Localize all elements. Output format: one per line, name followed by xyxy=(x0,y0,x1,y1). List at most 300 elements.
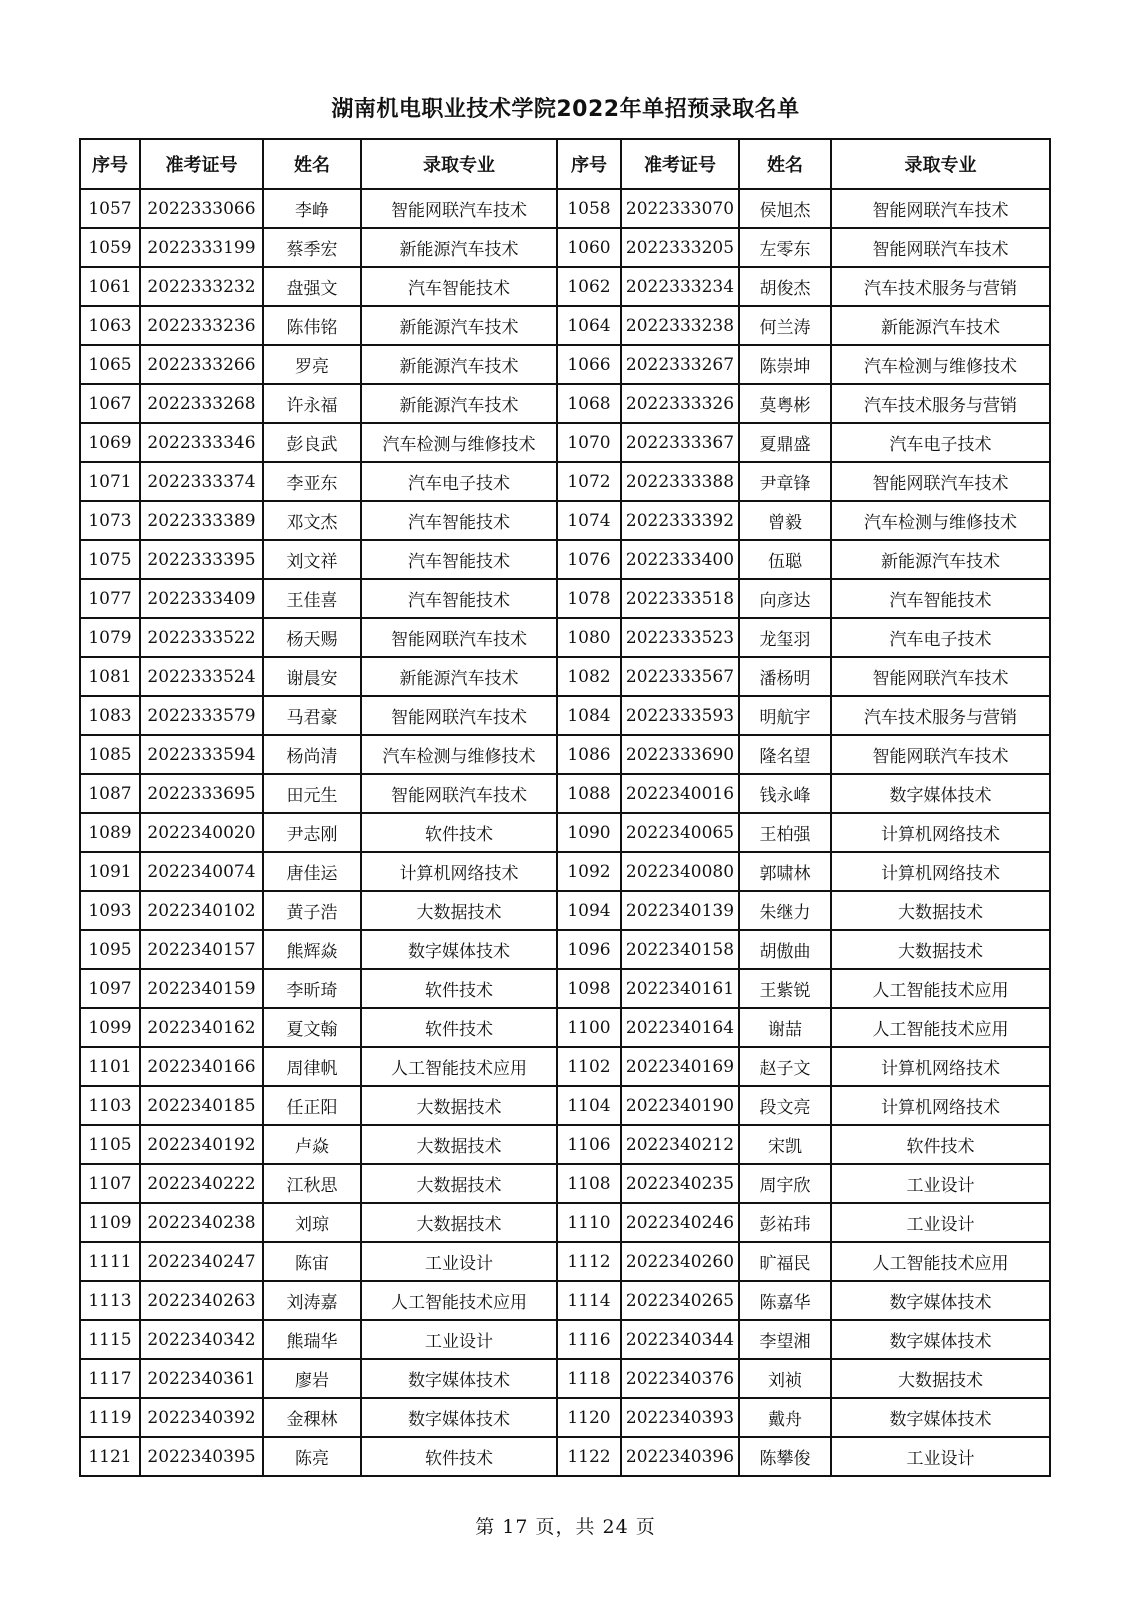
exam-id-cell: 2022333409 xyxy=(140,579,263,618)
exam-id-cell: 2022333367 xyxy=(621,423,739,462)
exam-id-cell: 2022340159 xyxy=(140,969,263,1008)
seq-cell: 1077 xyxy=(80,579,140,618)
seq-cell: 1097 xyxy=(80,969,140,1008)
major-cell: 汽车智能技术 xyxy=(361,501,557,540)
seq-cell: 1105 xyxy=(80,1125,140,1164)
major-cell: 工业设计 xyxy=(831,1437,1050,1476)
seq-cell: 1092 xyxy=(557,852,621,891)
name-cell: 刘琼 xyxy=(263,1203,361,1242)
name-cell: 夏鼎盛 xyxy=(739,423,831,462)
seq-cell: 1069 xyxy=(80,423,140,462)
seq-cell: 1090 xyxy=(557,813,621,852)
header-exam-id: 准考证号 xyxy=(140,139,263,189)
exam-id-cell: 2022333392 xyxy=(621,501,739,540)
major-cell: 智能网联汽车技术 xyxy=(831,228,1050,267)
seq-cell: 1096 xyxy=(557,930,621,969)
major-cell: 大数据技术 xyxy=(361,1125,557,1164)
exam-id-cell: 2022340074 xyxy=(140,852,263,891)
name-cell: 陈攀俊 xyxy=(739,1437,831,1476)
seq-cell: 1064 xyxy=(557,306,621,345)
exam-id-cell: 2022340158 xyxy=(621,930,739,969)
name-cell: 王柏强 xyxy=(739,813,831,852)
exam-id-cell: 2022340169 xyxy=(621,1047,739,1086)
table-row xyxy=(80,540,1050,579)
name-cell: 彭祐玮 xyxy=(739,1203,831,1242)
seq-cell: 1098 xyxy=(557,969,621,1008)
name-cell: 左零东 xyxy=(739,228,831,267)
header-name-2: 姓名 xyxy=(739,139,831,189)
table-row xyxy=(80,1008,1050,1047)
name-cell: 朱继力 xyxy=(739,891,831,930)
name-cell: 尹章锋 xyxy=(739,462,831,501)
name-cell: 金稞林 xyxy=(263,1398,361,1437)
seq-cell: 1103 xyxy=(80,1086,140,1125)
seq-cell: 1078 xyxy=(557,579,621,618)
seq-cell: 1081 xyxy=(80,657,140,696)
table-row xyxy=(80,579,1050,618)
table-row xyxy=(80,969,1050,1008)
exam-id-cell: 2022333522 xyxy=(140,618,263,657)
exam-id-cell: 2022333395 xyxy=(140,540,263,579)
name-cell: 莫粤彬 xyxy=(739,384,831,423)
major-cell: 人工智能技术应用 xyxy=(831,969,1050,1008)
name-cell: 刘文祥 xyxy=(263,540,361,579)
exam-id-cell: 2022340212 xyxy=(621,1125,739,1164)
exam-id-cell: 2022333070 xyxy=(621,189,739,228)
exam-id-cell: 2022340376 xyxy=(621,1359,739,1398)
major-cell: 新能源汽车技术 xyxy=(361,657,557,696)
major-cell: 数字媒体技术 xyxy=(831,1320,1050,1359)
name-cell: 谢晨安 xyxy=(263,657,361,696)
seq-cell: 1061 xyxy=(80,267,140,306)
name-cell: 明航宇 xyxy=(739,696,831,735)
exam-id-cell: 2022340395 xyxy=(140,1437,263,1476)
exam-id-cell: 2022340157 xyxy=(140,930,263,969)
exam-id-cell: 2022333232 xyxy=(140,267,263,306)
major-cell: 软件技术 xyxy=(361,969,557,1008)
seq-cell: 1080 xyxy=(557,618,621,657)
seq-cell: 1102 xyxy=(557,1047,621,1086)
exam-id-cell: 2022340164 xyxy=(621,1008,739,1047)
major-cell: 汽车电子技术 xyxy=(831,423,1050,462)
name-cell: 宋凯 xyxy=(739,1125,831,1164)
header-seq-2: 序号 xyxy=(557,139,621,189)
table-header-row xyxy=(80,139,1050,189)
exam-id-cell: 2022340235 xyxy=(621,1164,739,1203)
name-cell: 夏文翰 xyxy=(263,1008,361,1047)
exam-id-cell: 2022340222 xyxy=(140,1164,263,1203)
exam-id-cell: 2022340190 xyxy=(621,1086,739,1125)
name-cell: 尹志刚 xyxy=(263,813,361,852)
name-cell: 段文亮 xyxy=(739,1086,831,1125)
major-cell: 大数据技术 xyxy=(361,1164,557,1203)
name-cell: 旷福民 xyxy=(739,1242,831,1281)
major-cell: 智能网联汽车技术 xyxy=(831,462,1050,501)
table-row xyxy=(80,228,1050,267)
seq-cell: 1087 xyxy=(80,774,140,813)
major-cell: 新能源汽车技术 xyxy=(361,228,557,267)
exam-id-cell: 2022333326 xyxy=(621,384,739,423)
major-cell: 工业设计 xyxy=(831,1203,1050,1242)
table-body xyxy=(80,189,1050,1476)
name-cell: 胡俊杰 xyxy=(739,267,831,306)
exam-id-cell: 2022340139 xyxy=(621,891,739,930)
exam-id-cell: 2022333267 xyxy=(621,345,739,384)
table-row xyxy=(80,189,1050,228)
major-cell: 汽车技术服务与营销 xyxy=(831,267,1050,306)
major-cell: 数字媒体技术 xyxy=(831,1398,1050,1437)
table-row xyxy=(80,735,1050,774)
name-cell: 龙玺羽 xyxy=(739,618,831,657)
name-cell: 王佳喜 xyxy=(263,579,361,618)
exam-id-cell: 2022340192 xyxy=(140,1125,263,1164)
seq-cell: 1107 xyxy=(80,1164,140,1203)
exam-id-cell: 2022333238 xyxy=(621,306,739,345)
exam-id-cell: 2022340166 xyxy=(140,1047,263,1086)
major-cell: 新能源汽车技术 xyxy=(831,540,1050,579)
major-cell: 人工智能技术应用 xyxy=(831,1242,1050,1281)
exam-id-cell: 2022340238 xyxy=(140,1203,263,1242)
seq-cell: 1104 xyxy=(557,1086,621,1125)
major-cell: 新能源汽车技术 xyxy=(361,384,557,423)
exam-id-cell: 2022340263 xyxy=(140,1281,263,1320)
exam-id-cell: 2022333346 xyxy=(140,423,263,462)
name-cell: 李亚东 xyxy=(263,462,361,501)
major-cell: 计算机网络技术 xyxy=(831,813,1050,852)
name-cell: 杨尚清 xyxy=(263,735,361,774)
name-cell: 李昕琦 xyxy=(263,969,361,1008)
table-row xyxy=(80,306,1050,345)
seq-cell: 1100 xyxy=(557,1008,621,1047)
seq-cell: 1095 xyxy=(80,930,140,969)
name-cell: 蔡季宏 xyxy=(263,228,361,267)
seq-cell: 1106 xyxy=(557,1125,621,1164)
header-seq: 序号 xyxy=(80,139,140,189)
name-cell: 向彦达 xyxy=(739,579,831,618)
name-cell: 邓文杰 xyxy=(263,501,361,540)
exam-id-cell: 2022333690 xyxy=(621,735,739,774)
seq-cell: 1099 xyxy=(80,1008,140,1047)
exam-id-cell: 2022340020 xyxy=(140,813,263,852)
admission-table xyxy=(79,138,1051,1477)
name-cell: 周宇欣 xyxy=(739,1164,831,1203)
name-cell: 熊瑞华 xyxy=(263,1320,361,1359)
major-cell: 数字媒体技术 xyxy=(361,1359,557,1398)
major-cell: 智能网联汽车技术 xyxy=(831,189,1050,228)
name-cell: 江秋思 xyxy=(263,1164,361,1203)
table-row xyxy=(80,930,1050,969)
seq-cell: 1101 xyxy=(80,1047,140,1086)
seq-cell: 1066 xyxy=(557,345,621,384)
exam-id-cell: 2022333523 xyxy=(621,618,739,657)
page-footer: 第 17 页，共 24 页 xyxy=(475,1516,656,1538)
exam-id-cell: 2022340247 xyxy=(140,1242,263,1281)
major-cell: 汽车电子技术 xyxy=(831,618,1050,657)
seq-cell: 1121 xyxy=(80,1437,140,1476)
exam-id-cell: 2022340392 xyxy=(140,1398,263,1437)
exam-id-cell: 2022333579 xyxy=(140,696,263,735)
exam-id-cell: 2022340260 xyxy=(621,1242,739,1281)
major-cell: 数字媒体技术 xyxy=(361,930,557,969)
seq-cell: 1109 xyxy=(80,1203,140,1242)
name-cell: 黄子浩 xyxy=(263,891,361,930)
exam-id-cell: 2022340162 xyxy=(140,1008,263,1047)
table-row xyxy=(80,1359,1050,1398)
exam-id-cell: 2022340185 xyxy=(140,1086,263,1125)
seq-cell: 1063 xyxy=(80,306,140,345)
major-cell: 计算机网络技术 xyxy=(831,1086,1050,1125)
name-cell: 郭啸林 xyxy=(739,852,831,891)
table-row xyxy=(80,1125,1050,1164)
table-row xyxy=(80,1398,1050,1437)
major-cell: 软件技术 xyxy=(361,1008,557,1047)
name-cell: 罗亮 xyxy=(263,345,361,384)
table-row xyxy=(80,1086,1050,1125)
exam-id-cell: 2022333567 xyxy=(621,657,739,696)
major-cell: 大数据技术 xyxy=(361,1203,557,1242)
seq-cell: 1072 xyxy=(557,462,621,501)
seq-cell: 1120 xyxy=(557,1398,621,1437)
exam-id-cell: 2022340246 xyxy=(621,1203,739,1242)
seq-cell: 1093 xyxy=(80,891,140,930)
seq-cell: 1079 xyxy=(80,618,140,657)
name-cell: 刘涛嘉 xyxy=(263,1281,361,1320)
header-major: 录取专业 xyxy=(361,139,557,189)
major-cell: 人工智能技术应用 xyxy=(361,1047,557,1086)
name-cell: 马君豪 xyxy=(263,696,361,735)
exam-id-cell: 2022340065 xyxy=(621,813,739,852)
name-cell: 陈亮 xyxy=(263,1437,361,1476)
major-cell: 大数据技术 xyxy=(361,891,557,930)
major-cell: 工业设计 xyxy=(831,1164,1050,1203)
major-cell: 工业设计 xyxy=(361,1320,557,1359)
seq-cell: 1059 xyxy=(80,228,140,267)
exam-id-cell: 2022333524 xyxy=(140,657,263,696)
major-cell: 数字媒体技术 xyxy=(361,1398,557,1437)
seq-cell: 1071 xyxy=(80,462,140,501)
exam-id-cell: 2022333518 xyxy=(621,579,739,618)
major-cell: 新能源汽车技术 xyxy=(361,306,557,345)
major-cell: 汽车电子技术 xyxy=(361,462,557,501)
name-cell: 盘强文 xyxy=(263,267,361,306)
seq-cell: 1076 xyxy=(557,540,621,579)
exam-id-cell: 2022333388 xyxy=(621,462,739,501)
major-cell: 人工智能技术应用 xyxy=(831,1008,1050,1047)
seq-cell: 1117 xyxy=(80,1359,140,1398)
seq-cell: 1067 xyxy=(80,384,140,423)
major-cell: 计算机网络技术 xyxy=(831,1047,1050,1086)
name-cell: 田元生 xyxy=(263,774,361,813)
seq-cell: 1084 xyxy=(557,696,621,735)
exam-id-cell: 2022340102 xyxy=(140,891,263,930)
name-cell: 何兰涛 xyxy=(739,306,831,345)
exam-id-cell: 2022333236 xyxy=(140,306,263,345)
table-row xyxy=(80,657,1050,696)
table-row xyxy=(80,774,1050,813)
major-cell: 汽车检测与维修技术 xyxy=(361,735,557,774)
name-cell: 曾毅 xyxy=(739,501,831,540)
exam-id-cell: 2022333695 xyxy=(140,774,263,813)
seq-cell: 1094 xyxy=(557,891,621,930)
name-cell: 陈伟铭 xyxy=(263,306,361,345)
major-cell: 汽车检测与维修技术 xyxy=(831,345,1050,384)
seq-cell: 1068 xyxy=(557,384,621,423)
seq-cell: 1110 xyxy=(557,1203,621,1242)
name-cell: 胡傲曲 xyxy=(739,930,831,969)
exam-id-cell: 2022333234 xyxy=(621,267,739,306)
table-row xyxy=(80,1242,1050,1281)
major-cell: 智能网联汽车技术 xyxy=(831,657,1050,696)
seq-cell: 1082 xyxy=(557,657,621,696)
exam-id-cell: 2022333594 xyxy=(140,735,263,774)
major-cell: 大数据技术 xyxy=(361,1086,557,1125)
seq-cell: 1062 xyxy=(557,267,621,306)
seq-cell: 1060 xyxy=(557,228,621,267)
major-cell: 汽车智能技术 xyxy=(831,579,1050,618)
table-row xyxy=(80,813,1050,852)
table-row xyxy=(80,501,1050,540)
table-row xyxy=(80,618,1050,657)
table-row xyxy=(80,345,1050,384)
seq-cell: 1113 xyxy=(80,1281,140,1320)
exam-id-cell: 2022333400 xyxy=(621,540,739,579)
header-name: 姓名 xyxy=(263,139,361,189)
major-cell: 新能源汽车技术 xyxy=(361,345,557,384)
major-cell: 汽车技术服务与营销 xyxy=(831,384,1050,423)
table-row xyxy=(80,423,1050,462)
exam-id-cell: 2022333268 xyxy=(140,384,263,423)
seq-cell: 1119 xyxy=(80,1398,140,1437)
major-cell: 智能网联汽车技术 xyxy=(831,735,1050,774)
seq-cell: 1086 xyxy=(557,735,621,774)
exam-id-cell: 2022333593 xyxy=(621,696,739,735)
seq-cell: 1085 xyxy=(80,735,140,774)
name-cell: 许永福 xyxy=(263,384,361,423)
major-cell: 软件技术 xyxy=(831,1125,1050,1164)
major-cell: 汽车检测与维修技术 xyxy=(361,423,557,462)
major-cell: 新能源汽车技术 xyxy=(831,306,1050,345)
seq-cell: 1118 xyxy=(557,1359,621,1398)
major-cell: 计算机网络技术 xyxy=(361,852,557,891)
major-cell: 工业设计 xyxy=(361,1242,557,1281)
seq-cell: 1088 xyxy=(557,774,621,813)
name-cell: 谢喆 xyxy=(739,1008,831,1047)
table-row xyxy=(80,384,1050,423)
major-cell: 汽车技术服务与营销 xyxy=(831,696,1050,735)
exam-id-cell: 2022340344 xyxy=(621,1320,739,1359)
exam-id-cell: 2022333199 xyxy=(140,228,263,267)
seq-cell: 1074 xyxy=(557,501,621,540)
name-cell: 钱永峰 xyxy=(739,774,831,813)
seq-cell: 1111 xyxy=(80,1242,140,1281)
exam-id-cell: 2022333389 xyxy=(140,501,263,540)
seq-cell: 1112 xyxy=(557,1242,621,1281)
seq-cell: 1116 xyxy=(557,1320,621,1359)
table-row xyxy=(80,696,1050,735)
name-cell: 隆名望 xyxy=(739,735,831,774)
seq-cell: 1065 xyxy=(80,345,140,384)
major-cell: 软件技术 xyxy=(361,1437,557,1476)
seq-cell: 1057 xyxy=(80,189,140,228)
major-cell: 人工智能技术应用 xyxy=(361,1281,557,1320)
header-exam-id-2: 准考证号 xyxy=(621,139,739,189)
exam-id-cell: 2022340393 xyxy=(621,1398,739,1437)
seq-cell: 1083 xyxy=(80,696,140,735)
exam-id-cell: 2022340080 xyxy=(621,852,739,891)
exam-id-cell: 2022340396 xyxy=(621,1437,739,1476)
name-cell: 任正阳 xyxy=(263,1086,361,1125)
major-cell: 汽车智能技术 xyxy=(361,540,557,579)
name-cell: 李望湘 xyxy=(739,1320,831,1359)
seq-cell: 1058 xyxy=(557,189,621,228)
major-cell: 智能网联汽车技术 xyxy=(361,696,557,735)
major-cell: 智能网联汽车技术 xyxy=(361,774,557,813)
table-row xyxy=(80,1320,1050,1359)
seq-cell: 1075 xyxy=(80,540,140,579)
name-cell: 侯旭杰 xyxy=(739,189,831,228)
page-title: 湖南机电职业技术学院2022年单招预录取名单 xyxy=(331,97,800,122)
name-cell: 戴舟 xyxy=(739,1398,831,1437)
name-cell: 赵子文 xyxy=(739,1047,831,1086)
name-cell: 廖岩 xyxy=(263,1359,361,1398)
major-cell: 大数据技术 xyxy=(831,1359,1050,1398)
name-cell: 陈嘉华 xyxy=(739,1281,831,1320)
exam-id-cell: 2022340265 xyxy=(621,1281,739,1320)
major-cell: 智能网联汽车技术 xyxy=(361,618,557,657)
major-cell: 汽车检测与维修技术 xyxy=(831,501,1050,540)
exam-id-cell: 2022340361 xyxy=(140,1359,263,1398)
name-cell: 陈宙 xyxy=(263,1242,361,1281)
name-cell: 潘杨明 xyxy=(739,657,831,696)
name-cell: 卢焱 xyxy=(263,1125,361,1164)
name-cell: 周律帆 xyxy=(263,1047,361,1086)
table-row xyxy=(80,462,1050,501)
exam-id-cell: 2022340016 xyxy=(621,774,739,813)
exam-id-cell: 2022340161 xyxy=(621,969,739,1008)
name-cell: 刘祯 xyxy=(739,1359,831,1398)
name-cell: 杨天赐 xyxy=(263,618,361,657)
name-cell: 熊辉焱 xyxy=(263,930,361,969)
seq-cell: 1122 xyxy=(557,1437,621,1476)
major-cell: 数字媒体技术 xyxy=(831,774,1050,813)
table-row xyxy=(80,1164,1050,1203)
seq-cell: 1114 xyxy=(557,1281,621,1320)
seq-cell: 1070 xyxy=(557,423,621,462)
table-row xyxy=(80,1437,1050,1476)
exam-id-cell: 2022333205 xyxy=(621,228,739,267)
table-row xyxy=(80,267,1050,306)
major-cell: 智能网联汽车技术 xyxy=(361,189,557,228)
major-cell: 软件技术 xyxy=(361,813,557,852)
exam-id-cell: 2022333066 xyxy=(140,189,263,228)
name-cell: 陈崇坤 xyxy=(739,345,831,384)
name-cell: 彭良武 xyxy=(263,423,361,462)
major-cell: 大数据技术 xyxy=(831,930,1050,969)
table-row xyxy=(80,1047,1050,1086)
table-row xyxy=(80,1281,1050,1320)
seq-cell: 1089 xyxy=(80,813,140,852)
header-major-2: 录取专业 xyxy=(831,139,1050,189)
table-row xyxy=(80,891,1050,930)
seq-cell: 1115 xyxy=(80,1320,140,1359)
exam-id-cell: 2022333266 xyxy=(140,345,263,384)
name-cell: 伍聪 xyxy=(739,540,831,579)
major-cell: 汽车智能技术 xyxy=(361,267,557,306)
major-cell: 汽车智能技术 xyxy=(361,579,557,618)
major-cell: 大数据技术 xyxy=(831,891,1050,930)
exam-id-cell: 2022333374 xyxy=(140,462,263,501)
major-cell: 数字媒体技术 xyxy=(831,1281,1050,1320)
